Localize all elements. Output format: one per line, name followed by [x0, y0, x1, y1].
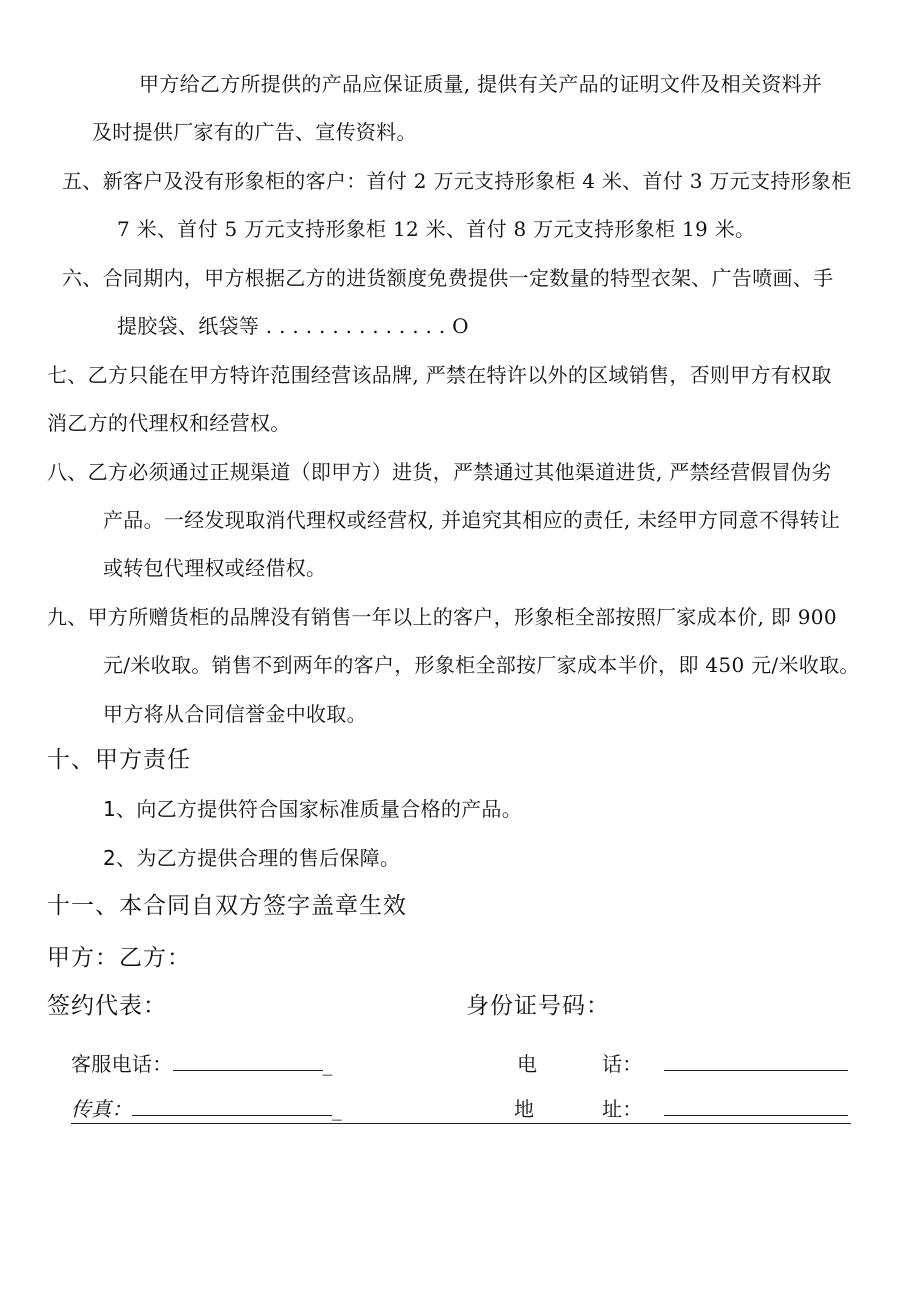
fax-blank[interactable]: [132, 1097, 332, 1116]
fax-trail: _: [331, 1097, 343, 1121]
clause-8-line-1: 八、乙方必须通过正规渠道（即甲方）进货，严禁通过其他渠道进货, 严禁经营假冒伪劣: [47, 460, 832, 484]
clause-6-line-1: 六、合同期内，甲方根据乙方的进货额度免费提供一定数量的特型衣架、广告喷画、手: [62, 266, 834, 290]
clause-7-line-2: 消乙方的代理权和经营权。: [47, 411, 291, 435]
phone-row: [664, 1052, 848, 1076]
fax-row: [71, 1097, 342, 1121]
service-phone-row: [71, 1052, 333, 1076]
phone-blank[interactable]: [664, 1052, 848, 1071]
clause-9-line-2: 元/米收取。销售不到两年的客户，形象柜全部按厂家成本半价，即 450 元/米收取。: [103, 653, 860, 677]
address-label-b: 址：: [602, 1097, 643, 1121]
clause-5-line-2: 7 米、首付 5 万元支持形象柜 12 米、首付 8 万元支持形象柜 19 米。: [117, 217, 756, 241]
parties-label: 甲方：乙方：: [47, 945, 191, 971]
bottom-rule: [71, 1123, 851, 1124]
clause-10-item-1-number: 1: [103, 797, 117, 821]
address-label-a: 地: [514, 1097, 535, 1121]
clause-10-heading: 十、甲方责任: [47, 747, 191, 773]
service-phone-label: 客服电话：: [71, 1052, 173, 1076]
clause-8-line-2: 产品。一经发现取消代理权或经营权, 并追究其相应的责任, 未经甲方同意不得转让: [103, 508, 841, 532]
clause-5-line-1: 五、新客户及没有形象柜的客户：首付 2 万元支持形象柜 4 米、首付 3 万元支持形象柜: [62, 169, 852, 193]
address-row: [664, 1097, 848, 1121]
fax-label: 传真：: [71, 1097, 132, 1121]
clause-10-item-1-text: 、向乙方提供符合国家标准质量合格的产品。: [116, 797, 523, 821]
representative-label: 签约代表：: [47, 993, 167, 1019]
clause-10-item-1: [103, 797, 522, 821]
phone-label-b: 话：: [602, 1052, 643, 1076]
service-phone-trail: _: [322, 1052, 333, 1076]
clause-8-line-3: 或转包代理权或经借权。: [103, 556, 327, 580]
clause-11-heading: 十一、本合同自双方签字盖章生效: [47, 893, 407, 919]
phone-label-a: 电: [517, 1052, 538, 1076]
intro-line-1: 甲方给乙方所提供的产品应保证质量, 提供有关产品的证明文件及相关资料并: [139, 72, 823, 96]
service-phone-blank[interactable]: [173, 1052, 323, 1071]
address-blank[interactable]: [664, 1097, 848, 1116]
clause-10-item-2-number: 2: [103, 846, 117, 870]
clause-9-line-1: 九、甲方所赠货柜的品牌没有销售一年以上的客户，形象柜全部按照厂家成本价, 即 900: [47, 605, 837, 629]
clause-7-line-1: 七、乙方只能在甲方特许范围经营该品牌, 严禁在特许以外的区域销售，否则甲方有权取: [47, 363, 832, 387]
clause-10-item-2-text: 、为乙方提供合理的售后保障。: [116, 846, 401, 870]
clause-9-line-3: 甲方将从合同信誉金中收取。: [103, 702, 367, 726]
clause-6-line-2: 提胶袋、纸袋等 . . . . . . . . . . . . . . O: [117, 314, 469, 338]
clause-10-item-2: [103, 846, 400, 870]
id-number-label: 身份证号码：: [466, 993, 610, 1019]
intro-line-2: 及时提供厂家有的广告、宣传资料。: [92, 120, 417, 144]
